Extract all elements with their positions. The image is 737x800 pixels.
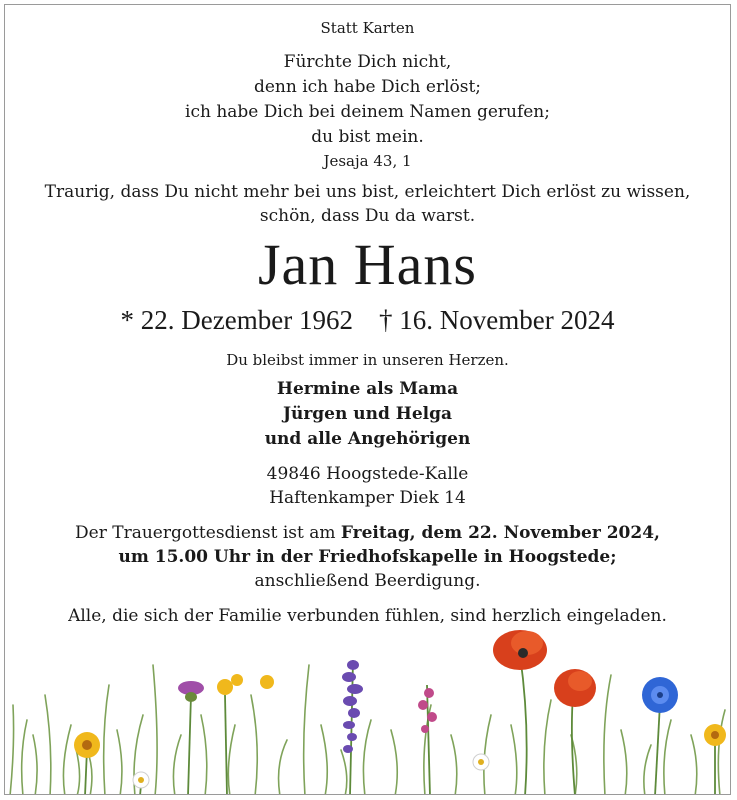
verse-line: Fürchte Dich nicht, <box>283 52 452 72</box>
obituary-card <box>4 4 731 795</box>
service-date: Freitag, dem 22. November 2024, <box>340 523 660 543</box>
birth-date: * 22. Dezember 1962 <box>120 305 353 335</box>
red-poppy-small-icon <box>554 669 596 707</box>
yellow-daisy-right-icon <box>704 724 726 746</box>
verse-line: ich habe Dich bei deinem Namen gerufen; <box>185 102 550 122</box>
red-poppy-large-icon <box>493 630 547 670</box>
verse-reference: Jesaja 43, 1 <box>323 152 412 170</box>
header-label: Statt Karten <box>320 19 415 37</box>
address-line: Haftenkamper Diek 14 <box>269 488 466 508</box>
grass-blades <box>10 665 725 795</box>
yellow-daisy-left-icon <box>74 732 100 758</box>
mourner-line: und alle Angehörigen <box>264 429 471 449</box>
service-line-2: um 15.00 Uhr in der Friedhofskapelle in Hoogstede; <box>118 547 617 567</box>
yellow-buttercups-icon <box>217 674 274 695</box>
death-date: † 16. November 2024 <box>378 305 615 335</box>
flower-stems <box>85 655 715 795</box>
verse-line: denn ich habe Dich erlöst; <box>253 77 482 97</box>
cornflower-icon <box>642 677 678 713</box>
farewell-text: Du bleibst immer in unseren Herzen. <box>226 351 509 369</box>
white-daisy-icon <box>133 772 149 788</box>
life-dates <box>5 305 730 336</box>
intro-line: Traurig, dass Du nicht mehr bei uns bist, erleichtert Dich erlöst zu wissen, <box>44 182 691 202</box>
mourner-line: Hermine als Mama <box>276 379 459 399</box>
mourner-line: Jürgen und Helga <box>282 404 453 424</box>
deceased-name: Jan Hans <box>257 232 477 297</box>
wildflower-meadow-illustration <box>5 625 731 795</box>
service-line-1 <box>5 523 730 543</box>
white-daisy-right-icon <box>473 754 489 770</box>
service-prefix: Der Trauergottesdienst ist am <box>75 523 341 543</box>
verse-line: du bist mein. <box>311 127 424 147</box>
purple-thistle-icon <box>178 681 204 702</box>
invitation-text: Alle, die sich der Familie verbunden fühlen, sind herzlich eingeladen. <box>68 606 667 626</box>
service-line-3: anschließend Beerdigung. <box>254 571 481 591</box>
address-line: 49846 Hoogstede-Kalle <box>266 464 469 484</box>
intro-line: schön, dass Du da warst. <box>259 206 476 226</box>
